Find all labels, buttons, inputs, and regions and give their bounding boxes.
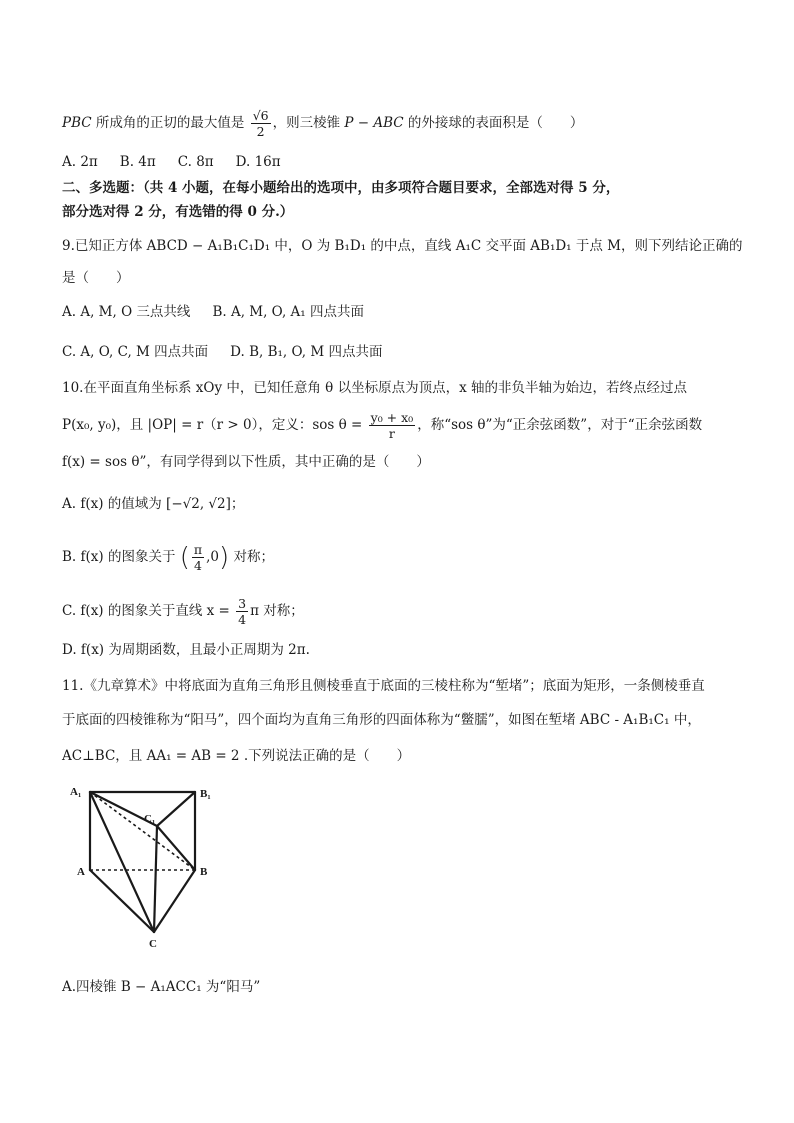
q10-optb-fraction: $\frac{\pi}{4}$ <box>193 542 203 573</box>
q10-definition-tail: ，称“sos θ”为“正余弦函数”，对于“正余弦函数 <box>417 417 703 433</box>
q9-option-d[interactable]: D. B, B₁, O, M 四点共面 <box>230 344 383 360</box>
label-b: B <box>200 866 208 878</box>
q10-stem-line3: f(x) = sos θ”，有同学得到以下性质，其中正确的是（ ） <box>62 454 430 470</box>
q9-option-b[interactable]: B. A, M, O, A₁ 四点共面 <box>212 304 364 320</box>
label-c: C <box>149 938 157 950</box>
edge-a-c <box>90 870 154 932</box>
q8-option-c[interactable]: C. 8π <box>177 154 214 170</box>
q10-option-a[interactable]: A. f(x) 的值域为 [−√2, √2]； <box>62 496 245 512</box>
label-b1: B₁ <box>200 788 211 800</box>
q8-options <box>62 152 303 172</box>
q8-option-a[interactable]: A. 2π <box>62 154 98 170</box>
label-c1: C₁ <box>144 813 156 825</box>
q8-stem-part: 的外接球的表面积是（ ） <box>403 115 584 131</box>
edge-c1-b <box>157 826 195 870</box>
q8-stem-part: PBC <box>62 115 92 131</box>
q8-stem-part: 所成角的正切的最大值是 <box>91 115 249 131</box>
q9-option-a[interactable]: A. A, M, O 三点共线 <box>62 304 191 320</box>
q9-stem-line1: 9.已知正方体 ABCD − A₁B₁C₁D₁ 中，O 为 B₁D₁ 的中点，直线 A₁C 交平面 AB₁D₁ 于点 M，则下列结论正确的 <box>62 238 743 254</box>
prism-figure <box>64 782 224 952</box>
q8-fraction: $\frac{√6}{2}$ <box>252 108 269 139</box>
edge-c1-c <box>154 826 157 932</box>
q10-stem-line1: 10.在平面直角坐标系 xOy 中，已知任意角 θ 以坐标原点为顶点，x 轴的非负半轴为始边，若终点经过点 <box>62 380 687 396</box>
q9-options-row2 <box>62 342 405 362</box>
label-a: A <box>77 866 85 878</box>
q10-option-d[interactable]: D. f(x) 为周期函数，且最小正周期为 2π. <box>62 642 310 658</box>
q10-option-c[interactable]: C. f(x) 的图象关于直线 x = $\frac{3}{4}$ π 对称； <box>62 596 304 627</box>
edge-a1-b-hidden <box>90 792 195 870</box>
q9-options-row1 <box>62 302 386 322</box>
section2-heading-line2: 部分选对得 2 分，有选错的得 0 分.） <box>62 204 294 220</box>
label-a1: A₁ <box>70 786 82 798</box>
q8-option-b[interactable]: B. 4π <box>119 154 156 170</box>
q8-option-d[interactable]: D. 16π <box>235 154 281 170</box>
q8-stem-part: ，则三棱锥 <box>272 115 345 131</box>
q10-fraction: $\frac{\text{y₀ + x₀}}{r}$ <box>370 410 414 441</box>
q10-stem-line2 <box>62 410 702 441</box>
edge-c1-b1 <box>157 792 195 826</box>
q11-stem-line1: 11.《九章算术》中将底面为直角三角形且侧棱垂直于底面的三棱柱称为“堑堵”；底面为矩形，一条侧棱垂直 <box>62 678 705 694</box>
q11-stem-line2: 于底面的四棱锥称为“阳马”，四个面均为直角三角形的四面体称为“鳖臑”，如图在堑堵 ABC - A₁B₁C₁ 中， <box>62 712 701 728</box>
q11-stem-line3: AC⊥BC，且 AA₁ = AB = 2 .下列说法正确的是（ ） <box>62 748 411 764</box>
q9-option-c[interactable]: C. A, O, C, M 四点共面 <box>62 344 209 360</box>
q9-stem-line2: 是（ ） <box>62 270 130 286</box>
q10-definition: P(x₀, y₀)，且 |OP| = r（r > 0），定义：sos θ = <box>62 417 367 433</box>
q10-optc-fraction: $\frac{3}{4}$ <box>238 596 247 627</box>
q8-stem <box>62 108 583 139</box>
q8-stem-part: P − ABC <box>344 115 404 131</box>
section2-heading-line1: 二、多选题：（共 4 小题，在每小题给出的选项中，由多项符合题目要求，全部选对得 5 分， <box>62 180 620 196</box>
q11-option-a[interactable]: A.四棱锥 B − A₁ACC₁ 为“阳马” <box>62 979 261 995</box>
q10-option-b[interactable]: B. f(x) 的图象关于 ( $\frac{\pi}{4}$ ,0) 对称； <box>62 542 274 573</box>
edge-c-b <box>154 870 195 932</box>
